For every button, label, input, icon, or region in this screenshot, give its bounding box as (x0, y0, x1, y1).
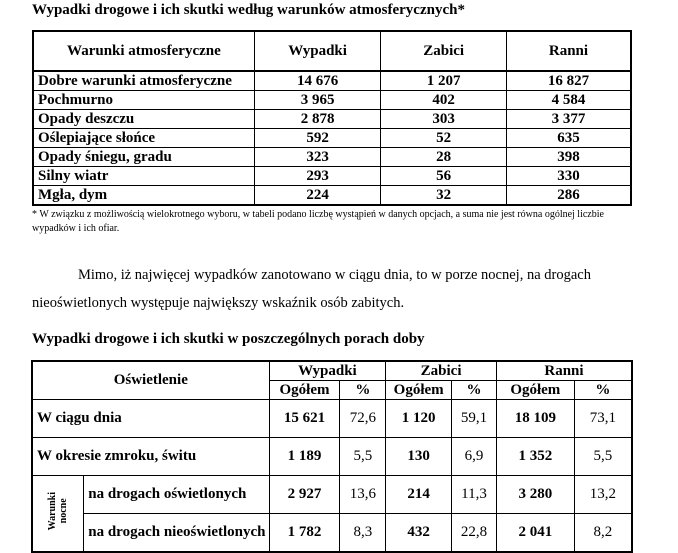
cell-killed-percent: 11,3 (452, 476, 497, 514)
cell-accidents: 3 965 (254, 91, 381, 110)
cell-accidents-percent: 5,5 (340, 438, 386, 476)
row-label: W ciągu dnia (32, 400, 269, 438)
time-of-day-table (31, 360, 633, 553)
cell-accidents-total: 1 189 (269, 438, 340, 476)
row-label: Oślepiające słońce (33, 129, 254, 148)
cell-injured: 398 (506, 148, 631, 167)
cell-killed-percent: 6,9 (452, 438, 497, 476)
cell-accidents: 293 (254, 167, 381, 186)
cell-injured: 635 (506, 129, 631, 148)
cell-killed: 1 207 (381, 71, 507, 91)
subheader-percent: % (574, 381, 632, 400)
row-label: Silny wiatr (33, 167, 254, 186)
header-injured: Ranni (506, 31, 631, 71)
table1-footnote: * W związku z możliwością wielokrotnego wyboru, w tabeli podano liczbę wystąpień w danych opcjach, a suma nie jest równa ogólnej liczbie wypadków i ich ofiar. (32, 209, 604, 234)
row-label: W okresie zmroku, świtu (32, 438, 269, 476)
table-row (33, 91, 631, 110)
table-row (32, 438, 632, 476)
cell-accidents-percent: 8,3 (340, 514, 386, 553)
row-label: Opady śniegu, gradu (33, 148, 254, 167)
cell-accidents-total: 2 927 (269, 476, 340, 514)
cell-killed: 28 (381, 148, 507, 167)
cell-accidents: 323 (254, 148, 381, 167)
subheader-percent: % (340, 381, 386, 400)
cell-accidents: 14 676 (254, 71, 381, 91)
night-conditions-label (32, 476, 84, 553)
subheader-total: Ogółem (496, 381, 574, 400)
row-label: na drogach nieoświetlonych (84, 514, 269, 553)
cell-killed-total: 130 (386, 438, 452, 476)
table1-title: Wypadki drogowe i ich skutki według warunków atmosferycznych* (32, 2, 465, 18)
subheader-total: Ogółem (269, 381, 340, 400)
cell-accidents: 592 (254, 129, 381, 148)
cell-killed: 32 (381, 186, 507, 206)
subheader-total: Ogółem (386, 381, 452, 400)
table-row (32, 400, 632, 438)
cell-injured: 330 (506, 167, 631, 186)
row-label: Pochmurno (33, 91, 254, 110)
cell-injured-percent: 13,2 (574, 476, 632, 514)
cell-killed: 402 (381, 91, 507, 110)
vertical-label: Warunki nocne (47, 491, 70, 531)
cell-injured-percent: 8,2 (574, 514, 632, 553)
header-injured: Ranni (496, 361, 632, 381)
cell-injured: 3 377 (506, 110, 631, 129)
cell-killed-total: 432 (386, 514, 452, 553)
cell-accidents-total: 15 621 (269, 400, 340, 438)
cell-accidents-total: 1 782 (269, 514, 340, 553)
cell-killed-percent: 22,8 (452, 514, 497, 553)
cell-killed-total: 214 (386, 476, 452, 514)
row-label: Mgła, dym (33, 186, 254, 206)
table-row (32, 514, 632, 553)
header-killed: Zabici (386, 361, 497, 381)
header-killed: Zabici (381, 31, 507, 71)
cell-injured-percent: 73,1 (574, 400, 632, 438)
table-row (33, 148, 631, 167)
row-label: Dobre warunki atmosferyczne (33, 71, 254, 91)
header-accidents: Wypadki (254, 31, 381, 71)
header-conditions: Warunki atmosferyczne (33, 31, 254, 71)
row-label: Opady deszczu (33, 110, 254, 129)
cell-injured-total: 18 109 (496, 400, 574, 438)
cell-killed: 52 (381, 129, 507, 148)
cell-killed: 56 (381, 167, 507, 186)
table-row (33, 110, 631, 129)
table-row (33, 167, 631, 186)
cell-injured: 16 827 (506, 71, 631, 91)
cell-injured-percent: 5,5 (574, 438, 632, 476)
table-row (32, 476, 632, 514)
table1-header-row (33, 31, 631, 71)
cell-killed: 303 (381, 110, 507, 129)
row-label: na drogach oświetlonych (84, 476, 269, 514)
subheader-percent: % (452, 381, 497, 400)
header-lighting: Oświetlenie (32, 361, 269, 400)
table2-title: Wypadki drogowe i ich skutki w poszczególnych porach doby (32, 331, 425, 347)
cell-killed-total: 1 120 (386, 400, 452, 438)
table-row (33, 186, 631, 206)
cell-killed-percent: 59,1 (452, 400, 497, 438)
body-paragraph: Mimo, iż najwięcej wypadków zanotowano w ciągu dnia, to w porze nocnej, na drogach nieoświetlonych występuje największy wskaźnik osób zabitych. (32, 267, 591, 311)
cell-injured: 4 584 (506, 91, 631, 110)
cell-accidents-percent: 13,6 (340, 476, 386, 514)
table-row (33, 129, 631, 148)
cell-injured-total: 1 352 (496, 438, 574, 476)
cell-accidents: 224 (254, 186, 381, 206)
table2-group-header-row (32, 361, 632, 381)
cell-accidents: 2 878 (254, 110, 381, 129)
header-accidents: Wypadki (269, 361, 386, 381)
cell-injured-total: 2 041 (496, 514, 574, 553)
table-row (33, 71, 631, 91)
cell-injured: 286 (506, 186, 631, 206)
cell-injured-total: 3 280 (496, 476, 574, 514)
cell-accidents-percent: 72,6 (340, 400, 386, 438)
weather-accidents-table (32, 30, 632, 206)
